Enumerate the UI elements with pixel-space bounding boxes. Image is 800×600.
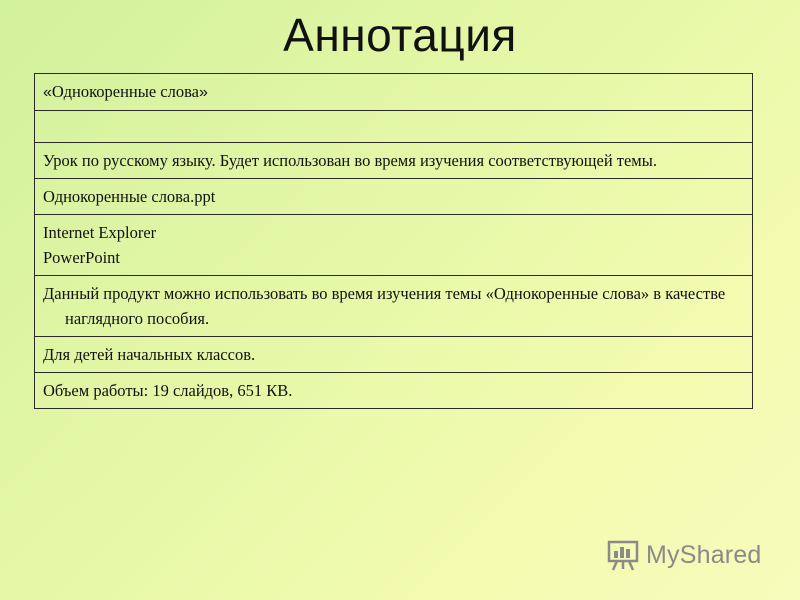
myshared-watermark (606, 537, 762, 573)
table-row (35, 74, 753, 111)
close-quote: » (198, 84, 208, 101)
table-row (35, 215, 753, 276)
software-item: PowerPoint (43, 248, 121, 267)
annotation-table (34, 73, 753, 409)
slide-title: Аннотация (283, 9, 517, 61)
table-cell-audience: Для детей начальных классов. (35, 337, 753, 373)
table-row (35, 143, 753, 179)
open-quote: « (43, 84, 52, 101)
table-row (35, 337, 753, 373)
work-title: Однокоренные слова (51, 82, 199, 101)
table-cell-software (35, 215, 753, 276)
table-cell-volume: Объем работы: 19 слайдов, 651 КВ. (35, 373, 753, 409)
table-cell-usage: Данный продукт можно использовать во время изучения темы «Однокоренные слова» в качестве наглядного пособия. (35, 276, 753, 337)
table-row (35, 111, 753, 143)
table-cell-filename: Однокоренные слова.ppt (35, 179, 753, 215)
watermark-text: MyShared (646, 540, 762, 569)
table-row (35, 179, 753, 215)
table-cell-description: Урок по русскому языку. Будет использован во время изучения соответствующей темы. (35, 143, 753, 179)
table-cell-title (35, 74, 753, 111)
table-cell-empty (35, 111, 753, 143)
table-row (35, 373, 753, 409)
table-row (35, 276, 753, 337)
presentation-board-icon (606, 538, 640, 572)
software-item: Internet Explorer (43, 223, 157, 242)
